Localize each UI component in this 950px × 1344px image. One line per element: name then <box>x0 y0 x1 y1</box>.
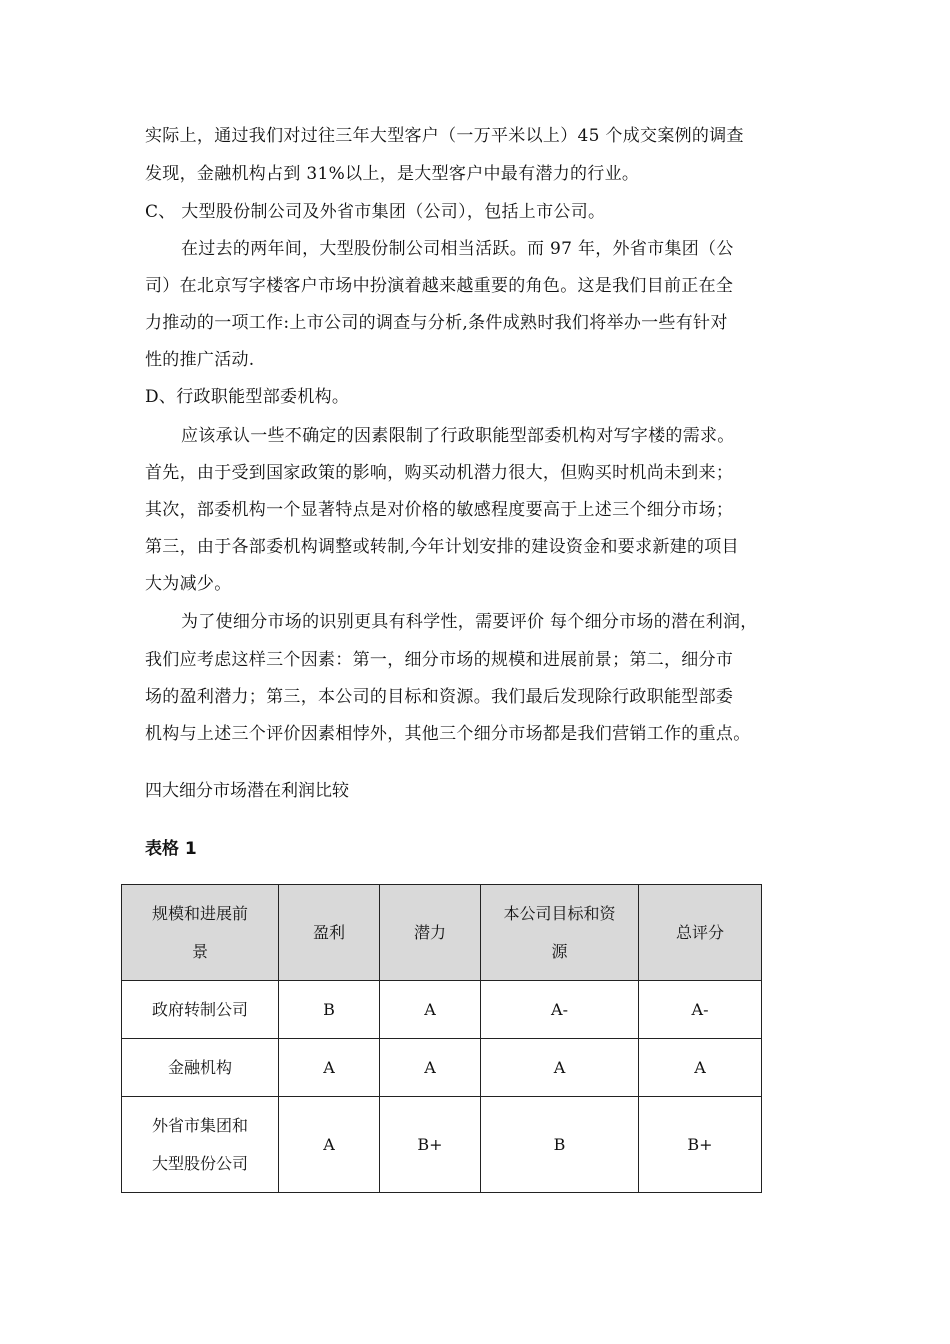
table-row <box>122 1039 762 1097</box>
paragraph-line: 性的推广活动. <box>145 350 255 370</box>
section-d-heading: D、行政职能型部委机构。 <box>145 387 350 407</box>
header-scale-prospects <box>122 885 279 981</box>
paragraph-line: 我们应考虑这样三个因素：第一，细分市场的规模和进展前景；第二，细分市 <box>145 650 734 670</box>
table-caption: 四大细分市场潜在利润比较 <box>145 781 349 801</box>
cell-profit: A <box>279 1039 380 1097</box>
cell-profit: B <box>279 981 380 1039</box>
header-profit: 盈利 <box>279 885 380 981</box>
row-name <box>122 1097 279 1193</box>
table-header-row <box>122 885 762 981</box>
header-scale-line: 规模和进展前 <box>151 903 248 923</box>
header-scale-line: 景 <box>191 941 208 961</box>
paragraph-line: 其次，部委机构一个显著特点是对价格的敏感程度要高于上述三个细分市场； <box>145 500 734 520</box>
cell-potential: A <box>380 981 481 1039</box>
paragraph-line: 实际上，通过我们对过往三年大型客户（一万平米以上）45 个成交案例的调查 <box>145 126 744 146</box>
paragraph-line: 场的盈利潜力；第三，本公司的目标和资源。我们最后发现除行政职能型部委 <box>145 687 734 707</box>
cell-goals: B <box>481 1097 639 1193</box>
table-row <box>122 1097 762 1193</box>
paragraph-line: 发现，金融机构占到 31%以上，是大型客户中最有潜力的行业。 <box>145 164 640 184</box>
table-label: 表格 1 <box>145 839 197 859</box>
paragraph-line: 第三，由于各部委机构调整或转制,今年计划安排的建设资金和要求新建的项目 <box>145 537 739 557</box>
paragraph-line: 应该承认一些不确定的因素限制了行政职能型部委机构对写字楼的需求。 <box>181 426 735 446</box>
row-name: 金融机构 <box>122 1039 279 1097</box>
table-row <box>122 981 762 1039</box>
paragraph-line: 首先，由于受到国家政策的影响，购买动机潜力很大，但购买时机尚未到来； <box>145 463 734 483</box>
cell-goals: A- <box>481 981 639 1039</box>
header-potential: 潜力 <box>380 885 481 981</box>
cell-potential: B+ <box>380 1097 481 1193</box>
row-name-line: 大型股份公司 <box>151 1153 248 1173</box>
scores-table <box>121 884 762 1193</box>
row-name: 政府转制公司 <box>122 981 279 1039</box>
paragraph-line: 机构与上述三个评价因素相悖外，其他三个细分市场都是我们营销工作的重点。 <box>145 724 751 744</box>
paragraph-line: 力推动的一项工作:上市公司的调查与分析,条件成熟时我们将举办一些有针对 <box>145 313 728 333</box>
cell-potential: A <box>380 1039 481 1097</box>
header-goals-resources <box>481 885 639 981</box>
paragraph-line: 大为减少。 <box>145 574 232 594</box>
header-goals-line: 本公司目标和资 <box>503 903 616 923</box>
cell-total: B+ <box>639 1097 762 1193</box>
row-name-line: 外省市集团和 <box>151 1115 248 1135</box>
cell-total: A- <box>639 981 762 1039</box>
cell-goals: A <box>481 1039 639 1097</box>
paragraph-line: 在过去的两年间，大型股份制公司相当活跃。而 97 年，外省市集团（公 <box>181 239 734 259</box>
header-goals-line: 源 <box>551 941 568 961</box>
header-total-score: 总评分 <box>639 885 762 981</box>
section-c-heading: C、 大型股份制公司及外省市集团（公司），包括上市公司。 <box>145 202 606 222</box>
cell-total: A <box>639 1039 762 1097</box>
paragraph-line: 司）在北京写字楼客户市场中扮演着越来越重要的角色。这是我们目前正在全 <box>145 276 734 296</box>
paragraph-line: 为了使细分市场的识别更具有科学性，需要评价 每个细分市场的潜在利润， <box>181 612 758 632</box>
cell-profit: A <box>279 1097 380 1193</box>
